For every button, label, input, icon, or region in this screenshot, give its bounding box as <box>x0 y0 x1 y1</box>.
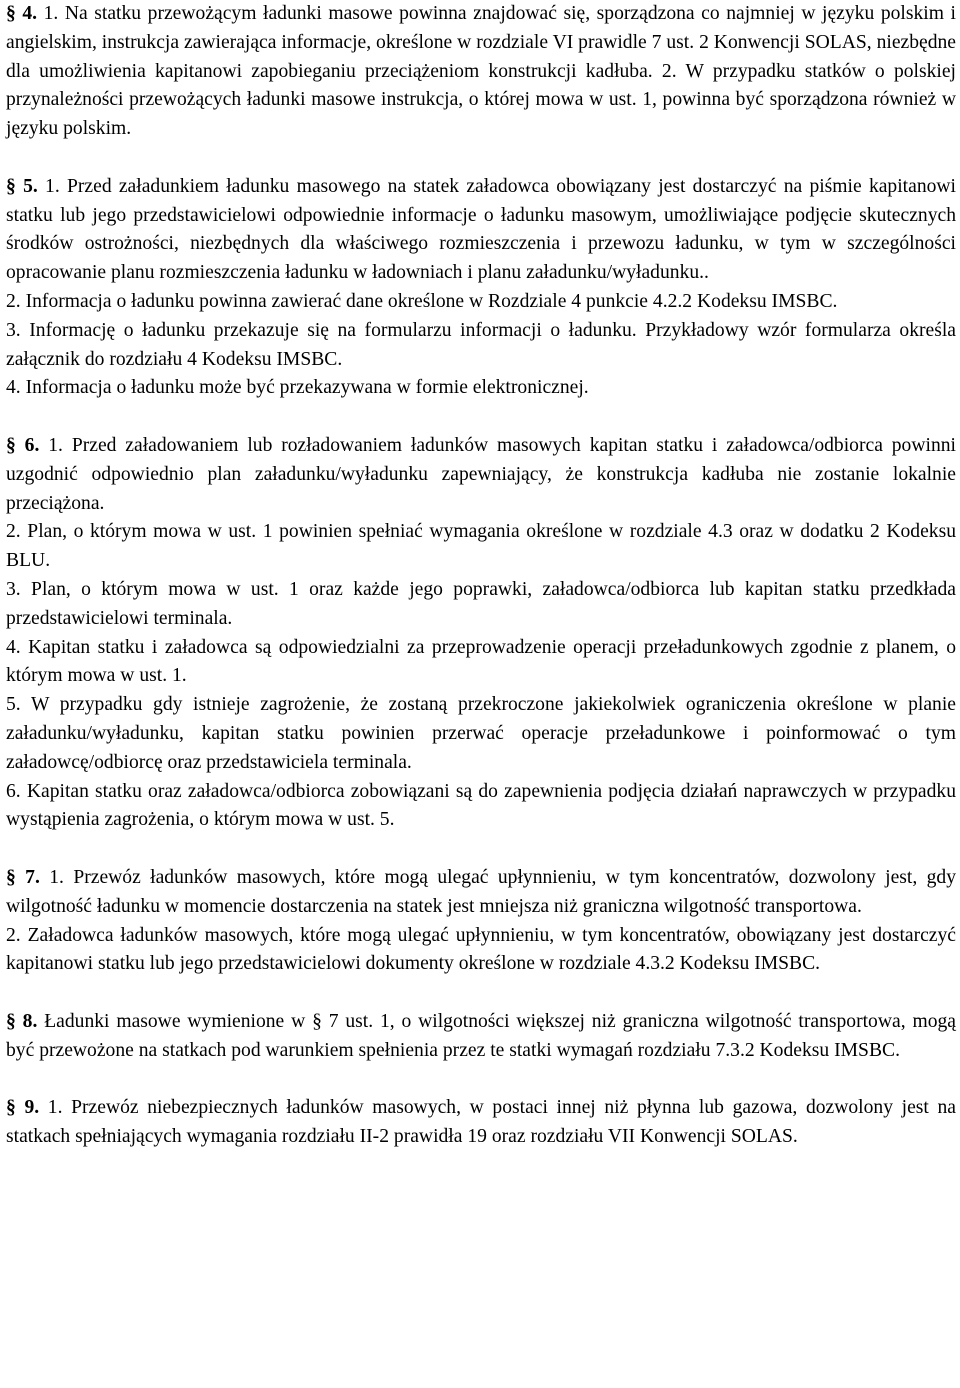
paragraph-text: Plan, o którym mowa w ust. 1 powinien spełniać wymagania określone w rozdziale 4.3 oraz w dodatku 2 Kodeksu BLU. <box>6 521 956 572</box>
section-number: 8. <box>22 1010 38 1032</box>
document-page <box>6 0 956 1152</box>
section-5-paragraph-4 <box>6 374 956 403</box>
section-8-paragraph-1 <box>6 1008 956 1066</box>
paragraph-text: Kapitan statku i załadowca są odpowiedzialni za przeprowadzenie operacji przeładunkowych zgodnie z planem, o którym mowa w ust. 1. <box>6 636 956 687</box>
section-5-paragraph-3 <box>6 317 956 375</box>
section-sign: § <box>6 175 16 197</box>
paragraph-number: 2. <box>6 521 21 543</box>
section-sign: § <box>6 1097 16 1119</box>
paragraph-text: Załadowca ładunków masowych, które mogą ulegać upłynnieniu, w tym koncentratów, obowiązany jest dostarczyć kapitanowi statku lub jego przedstawicielowi dokumenty określone w rozdziale 4.3.2 Kodeksu IMSBC. <box>6 924 956 975</box>
section-6-paragraph-4 <box>6 634 956 692</box>
section-7-paragraph-2 <box>6 922 956 980</box>
section-7-heading <box>6 867 40 888</box>
section-6-paragraph-6 <box>6 778 956 836</box>
section-7 <box>6 864 956 979</box>
section-6-paragraph-3 <box>6 576 956 634</box>
section-sign: § <box>6 434 16 456</box>
paragraph-text: Przewóz niebezpiecznych ładunków masowych, w postaci innej niż płynna lub gazowa, dozwolony jest na statkach spełniających wymagania rozdziału II-2 prawidła 19 oraz rozdziału VII Konwencji SOLAS. <box>6 1097 956 1148</box>
section-sign: § <box>6 866 16 888</box>
paragraph-text: Informację o ładunku przekazuje się na formularzu informacji o ładunku. Przykładowy wzór formularza określa załącznik do rozdziału 4 Kodeksu IMSBC. <box>6 319 956 370</box>
paragraph-number: 2. <box>6 924 21 946</box>
paragraph-text: Plan, o którym mowa w ust. 1 oraz każde jego poprawki, załadowca/odbiorca lub kapitan statku przedkłada przedstawicielowi terminala. <box>6 578 956 629</box>
section-spacer <box>6 835 956 864</box>
paragraph-number: 4. <box>6 636 21 658</box>
paragraph-text: Przed załadunkiem ładunku masowego na statek załadowca obowiązany jest dostarczyć na piśmie kapitanowi statku lub jego przedstawicielowi odpowiednie informacje o ładunku masowym, umożliwiające podjęcie skutecznych środków ostrożności, niezbędnych dla właściwego rozmieszczenia i przewozu ładunku, w tym w szczególności opracowanie planu rozmieszczenia ładunku w ładowniach i planu załadunku/wyładunku.. <box>6 175 957 284</box>
section-sign: § <box>6 1010 16 1032</box>
section-9-paragraph-1 <box>6 1094 956 1152</box>
section-number: 6. <box>24 434 40 456</box>
section-number: 7. <box>25 866 40 888</box>
section-4 <box>6 0 956 144</box>
section-5-paragraph-2 <box>6 288 956 317</box>
paragraph-number: 2. <box>661 60 677 82</box>
section-sign: § <box>6 3 16 24</box>
section-spacer <box>6 144 956 173</box>
paragraph-text: Przewóz ładunków masowych, które mogą ulegać upłynnieniu, w tym koncentratów, dozwolony jest, gdy wilgotność ładunku w momencie dostarczenia na statek jest mniejsza niż graniczna wilgotność transportowa. <box>6 866 957 917</box>
section-6-heading <box>6 435 39 456</box>
section-6 <box>6 432 956 835</box>
paragraph-text: Na statku przewożącym ładunki masowe powinna znajdować się, sporządzona co najmniej w języku polskim i angielskim, instrukcja zawierająca informacje, określone w rozdziale VI prawidle 7 ust. 2 Konwencji SOLAS, niezbędne dla umożliwienia kapitanowi zapobieganiu przeciążeniom konstrukcji kadłuba. <box>6 3 956 82</box>
section-spacer <box>6 979 956 1008</box>
section-4-heading <box>6 3 37 24</box>
paragraph-number: 2. <box>6 290 21 312</box>
section-6-paragraph-5 <box>6 691 956 777</box>
paragraph-text: Przed załadowaniem lub rozładowaniem ładunków masowych kapitan statku i załadowca/odbiorca powinni uzgodnić odpowiednio plan załadunku/wyładunku zapewniający, że konstrukcja kadłuba nie zostanie lokalnie przeciążona. <box>6 434 956 514</box>
paragraph-text: Informacja o ładunku może być przekazywana w formie elektronicznej. <box>25 377 589 399</box>
paragraph-number: 1. <box>43 3 59 24</box>
paragraph-number: 3. <box>6 319 21 341</box>
section-5-paragraph-1 <box>6 173 956 288</box>
section-number: 4. <box>22 3 38 24</box>
section-4-paragraph-1 <box>6 0 956 144</box>
section-6-paragraph-1 <box>6 432 956 518</box>
paragraph-text: Kapitan statku oraz załadowca/odbiorca zobowiązani są do zapewnienia podjęcia działań naprawczych w przypadku wystąpienia zagrożenia, o którym mowa w ust. 5. <box>6 780 956 831</box>
section-8 <box>6 1008 956 1066</box>
section-spacer <box>6 403 956 432</box>
paragraph-number: 1. <box>48 434 63 456</box>
section-8-heading <box>6 1011 37 1032</box>
paragraph-number: 1. <box>47 1097 63 1119</box>
paragraph-text: Informacja o ładunku powinna zawierać dane określone w Rozdziale 4 punkcie 4.2.2 Kodeksu IMSBC. <box>25 290 838 312</box>
section-7-paragraph-1 <box>6 864 956 922</box>
section-5 <box>6 173 956 403</box>
paragraph-number: 4. <box>6 377 21 399</box>
section-number: 9. <box>24 1097 40 1119</box>
paragraph-text: W przypadku gdy istnieje zagrożenie, że zostaną przekroczone jakiekolwiek ograniczenia określone w planie załadunku/wyładunku, kapitan statku powinien przerwać operacje przeładunkowe i poinformować o tym załadowcę/odbiorcę oraz przedstawiciela terminala. <box>6 694 956 773</box>
section-6-paragraph-2 <box>6 518 956 576</box>
paragraph-number: 5. <box>6 694 21 716</box>
paragraph-number: 3. <box>6 578 21 600</box>
paragraph-text: W przypadku statków o polskiej przynależności przewożących ładunki masowe instrukcja, o której mowa w ust. 1, powinna być sporządzona również w języku polskim. <box>6 60 956 140</box>
section-9-heading <box>6 1097 39 1118</box>
paragraph-number: 6. <box>6 780 21 802</box>
paragraph-text: Ładunki masowe wymienione w § 7 ust. 1, o wilgotności większej niż graniczna wilgotność transportowa, mogą być przewożone na statkach pod warunkiem spełnienia przez te statki wymagań rozdziału 7.3.2 Kodeksu IMSBC. <box>6 1010 956 1061</box>
paragraph-number: 1. <box>45 175 60 197</box>
section-number: 5. <box>23 175 38 197</box>
section-5-heading <box>6 176 38 197</box>
paragraph-number: 1. <box>49 866 64 888</box>
section-9 <box>6 1094 956 1152</box>
section-spacer <box>6 1065 956 1094</box>
